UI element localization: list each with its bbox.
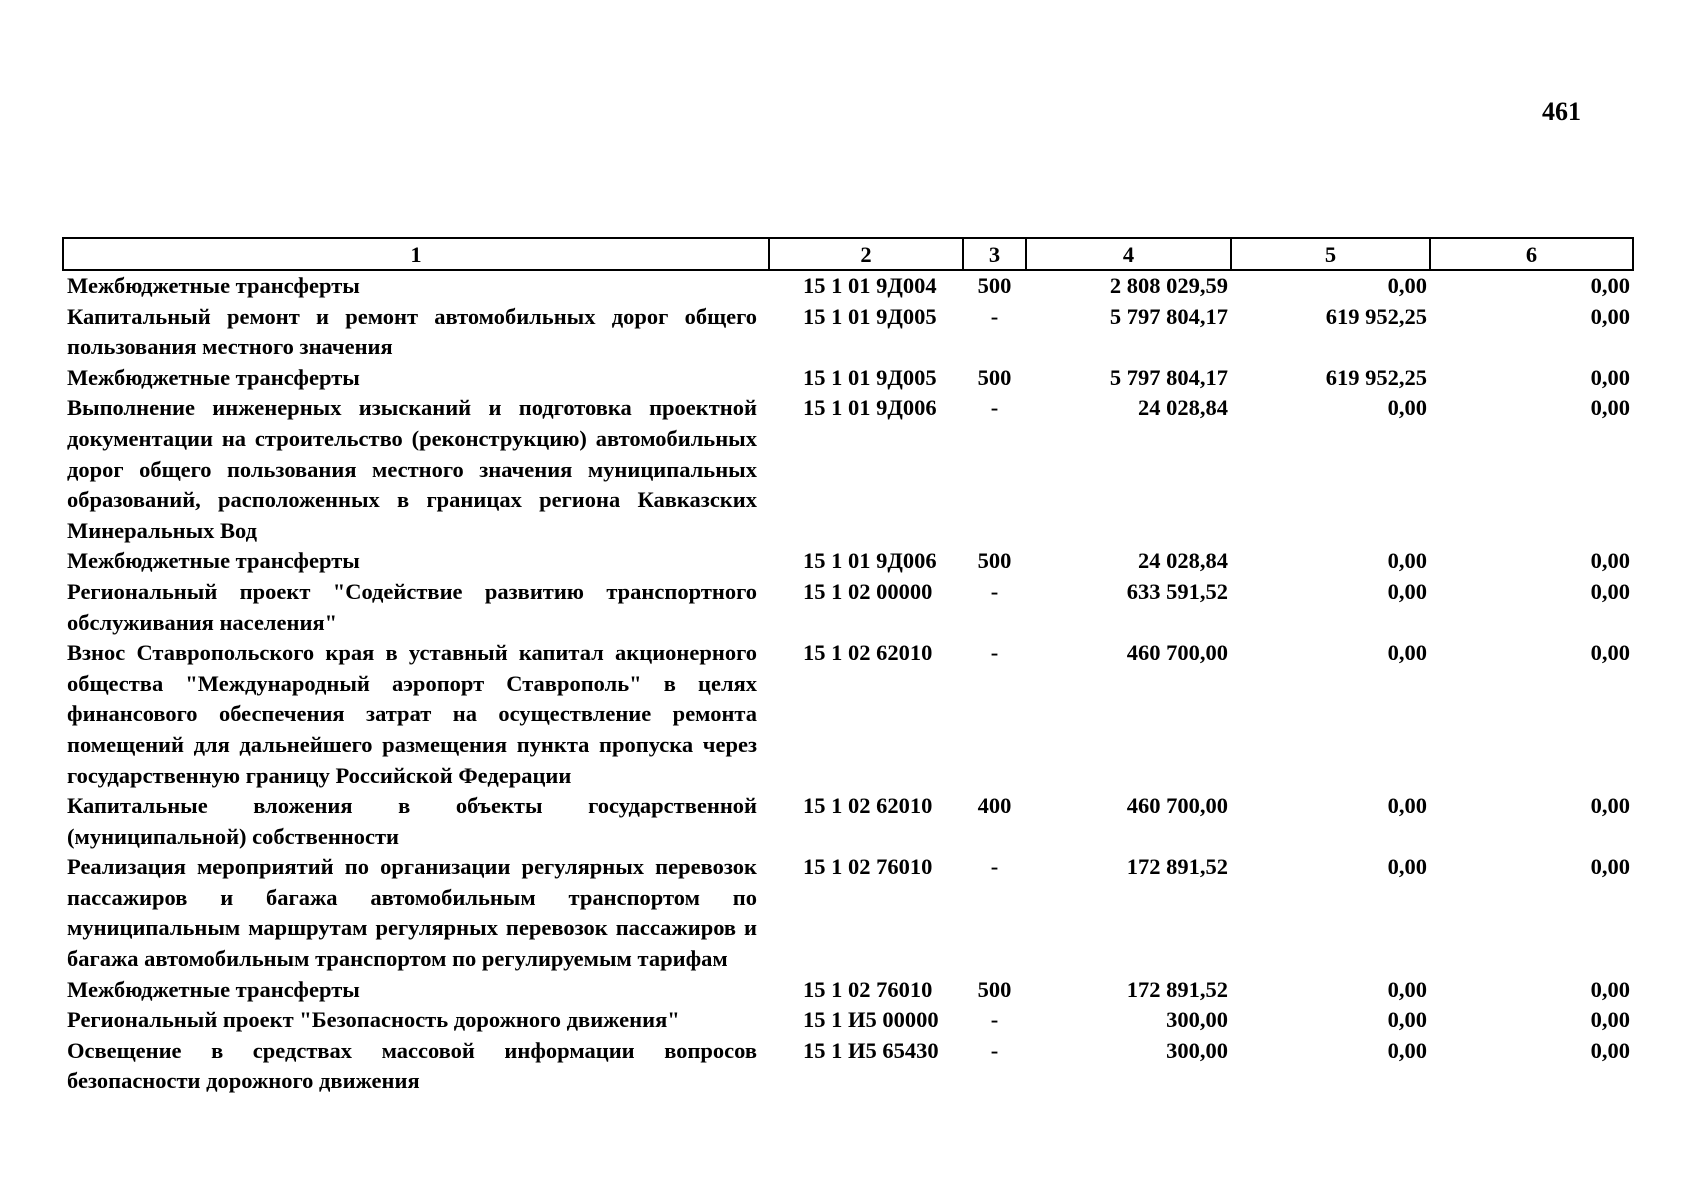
column-header-5: 5: [1231, 238, 1430, 270]
amount-col-6: 0,00: [1590, 395, 1630, 421]
item-name: Межбюджетные трансферты: [67, 548, 360, 574]
table-row: [63, 1036, 1633, 1097]
amount-col-4: 633 591,52: [1126, 578, 1228, 604]
amount-col-4: 460 700,00: [1126, 793, 1228, 819]
item-name: Выполнение инженерных изысканий и подготовка проектной документации на строительство (реконструкцию) автомобильных дорог общего пользования местного значения муниципальных образований, расположенных в границах региона Кавказских Минеральных Вод: [67, 395, 757, 543]
expense-type: -: [990, 1007, 999, 1033]
amount-col-6: 0,00: [1590, 1037, 1630, 1063]
amount-col-5: 0,00: [1387, 640, 1427, 666]
amount-col-4: 5 797 804,17: [1109, 364, 1228, 390]
item-name: Региональный проект "Безопасность дорожного движения": [67, 1007, 680, 1033]
amount-col-6: 0,00: [1590, 364, 1630, 390]
amount-col-5: 0,00: [1387, 1007, 1427, 1033]
item-name: Межбюджетные трансферты: [67, 273, 360, 298]
expense-type: -: [990, 395, 999, 421]
target-code: 15 1 01 9Д006: [803, 395, 937, 421]
target-code: 15 1 И5 00000: [803, 1007, 939, 1033]
amount-col-5: 0,00: [1387, 854, 1427, 880]
amount-col-5: 0,00: [1387, 395, 1427, 421]
expense-type: -: [990, 640, 999, 666]
table-row: [63, 270, 1633, 302]
expense-type: -: [990, 1037, 999, 1063]
amount-col-4: 172 891,52: [1126, 976, 1228, 1002]
amount-col-6: 0,00: [1590, 1007, 1630, 1033]
amount-col-6: 0,00: [1590, 578, 1630, 604]
target-code: 15 1 01 9Д006: [803, 548, 937, 574]
table-row: [63, 302, 1633, 363]
expense-type: -: [990, 303, 999, 329]
item-name: Капитальные вложения в объекты государственной (муниципальной) собственности: [67, 793, 757, 849]
table-header: [63, 238, 1633, 270]
amount-col-6: 0,00: [1590, 976, 1630, 1002]
expense-type: 500: [977, 976, 1012, 1002]
item-name: Освещение в средствах массовой информации вопросов безопасности дорожного движения: [67, 1037, 757, 1094]
target-code: 15 1 И5 65430: [803, 1037, 939, 1063]
target-code: 15 1 01 9Д004: [803, 273, 937, 298]
item-name: Реализация мероприятий по организации регулярных перевозок пассажиров и багажа автомобильным транспортом по муниципальным маршрутам регулярных перевозок пассажиров и багажа автомобильным транспортом по регулируемым тарифам: [67, 854, 757, 972]
target-code: 15 1 01 9Д005: [803, 364, 937, 390]
item-name: Региональный проект "Содействие развитию транспортного обслуживания населения": [67, 578, 757, 635]
amount-col-6: 0,00: [1590, 640, 1630, 666]
header-row: [63, 238, 1633, 270]
target-code: 15 1 02 76010: [803, 854, 933, 880]
amount-col-5: 619 952,25: [1325, 364, 1427, 390]
amount-col-4: 2 808 029,59: [1109, 273, 1228, 298]
table-row: [63, 852, 1633, 974]
amount-col-5: 0,00: [1387, 793, 1427, 819]
page-number: 461: [1542, 97, 1581, 126]
amount-col-4: 5 797 804,17: [1109, 303, 1228, 329]
amount-col-5: 0,00: [1387, 1037, 1427, 1063]
amount-col-5: 0,00: [1387, 976, 1427, 1002]
amount-col-5: 619 952,25: [1325, 303, 1427, 329]
target-code: 15 1 02 76010: [803, 976, 933, 1002]
amount-col-4: 460 700,00: [1126, 640, 1228, 666]
target-code: 15 1 01 9Д005: [803, 303, 937, 329]
expense-type: 400: [977, 793, 1012, 819]
target-code: 15 1 02 00000: [803, 578, 933, 604]
column-header-1: 1: [63, 238, 769, 270]
amount-col-4: 24 028,84: [1138, 548, 1228, 574]
expense-type: 500: [977, 548, 1012, 574]
table-row: [63, 546, 1633, 577]
column-header-6: 6: [1430, 238, 1633, 270]
amount-col-4: 300,00: [1166, 1007, 1228, 1033]
item-name: Взнос Ставропольского края в уставный капитал акционерного общества "Международный аэропорт Ставрополь" в целях финансового обеспечения затрат на осуществление ремонта помещений для дальнейшего размещения пункта пропуска через государственную границу Российской Федерации: [67, 640, 757, 788]
expense-type: -: [990, 578, 999, 604]
column-header-2: 2: [769, 238, 963, 270]
target-code: 15 1 02 62010: [803, 793, 933, 819]
budget-table: [62, 237, 1634, 1097]
amount-col-4: 300,00: [1166, 1037, 1228, 1063]
amount-col-6: 0,00: [1590, 548, 1630, 574]
column-header-3: 3: [963, 238, 1026, 270]
amount-col-5: 0,00: [1387, 578, 1427, 604]
amount-col-6: 0,00: [1590, 793, 1630, 819]
expense-type: 500: [977, 273, 1012, 298]
item-name: Межбюджетные трансферты: [67, 976, 360, 1002]
amount-col-4: 24 028,84: [1138, 395, 1228, 421]
target-code: 15 1 02 62010: [803, 640, 933, 666]
column-header-4: 4: [1026, 238, 1231, 270]
table-row: [63, 1005, 1633, 1036]
table-row: [63, 638, 1633, 791]
table-body: [63, 270, 1633, 1097]
amount-col-4: 172 891,52: [1126, 854, 1228, 880]
table-row: [63, 393, 1633, 546]
table-row: [63, 975, 1633, 1006]
table-row: [63, 577, 1633, 638]
table-row: [63, 363, 1633, 394]
item-name: Межбюджетные трансферты: [67, 364, 360, 390]
amount-col-6: 0,00: [1590, 303, 1630, 329]
expense-type: -: [990, 854, 999, 880]
item-name: Капитальный ремонт и ремонт автомобильных дорог общего пользования местного значения: [67, 303, 757, 360]
table-row: [63, 791, 1633, 852]
amount-col-6: 0,00: [1590, 854, 1630, 880]
amount-col-5: 0,00: [1387, 273, 1427, 298]
amount-col-5: 0,00: [1387, 548, 1427, 574]
amount-col-6: 0,00: [1590, 273, 1630, 298]
expense-type: 500: [977, 364, 1012, 390]
